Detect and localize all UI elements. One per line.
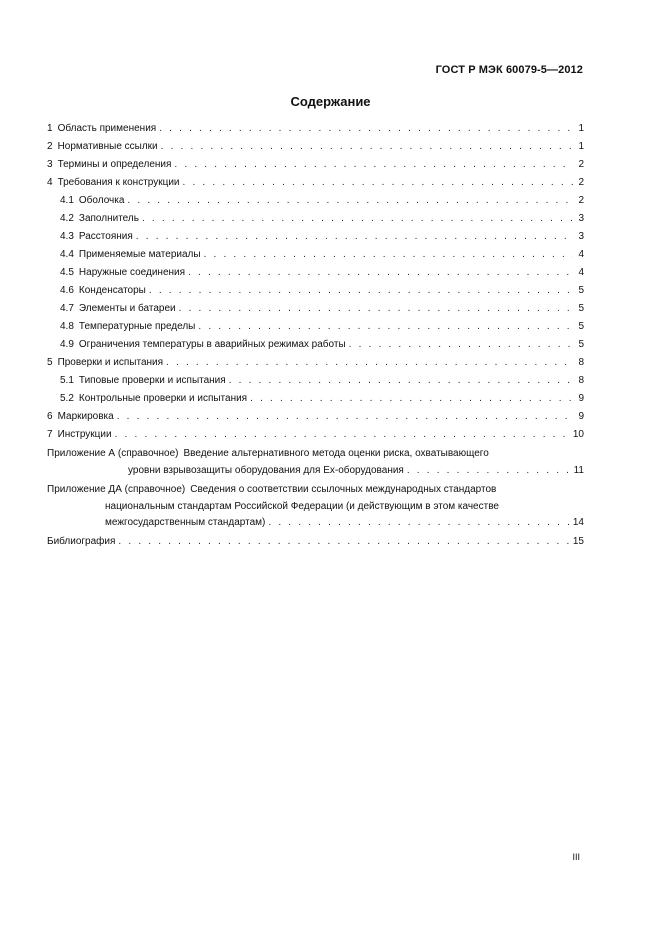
- toc-entry-bibliography[interactable]: [47, 533, 584, 551]
- toc-entry-page: 5: [578, 303, 584, 314]
- toc-entry-number: 7: [47, 429, 53, 440]
- toc-entry-page: 3: [578, 213, 584, 224]
- toc-entry-label: Термины и определения: [57, 159, 172, 170]
- toc-entry-label: Контрольные проверки и испытания: [78, 393, 248, 404]
- toc-entry-number: 4.8: [60, 321, 74, 332]
- leader-dots: [250, 390, 573, 408]
- leader-dots: [183, 174, 573, 192]
- toc-entry[interactable]: [47, 300, 584, 318]
- page-title: Содержание: [290, 94, 371, 109]
- toc-entry[interactable]: [47, 426, 584, 444]
- toc-entry-title: [47, 138, 158, 156]
- toc-entry-title: [47, 120, 156, 138]
- toc-entry-page: 4: [578, 267, 584, 278]
- toc-entry-label: Типовые проверки и испытания: [78, 375, 226, 386]
- toc-entry[interactable]: [47, 174, 584, 192]
- toc-entry-label: Ограничения температуры в аварийных режимах работы: [78, 339, 346, 350]
- leader-dots: [127, 192, 573, 210]
- toc-entry-number: 4.6: [60, 285, 74, 296]
- toc-entry-label: Температурные пределы: [78, 321, 196, 332]
- toc-entry-title: [60, 246, 201, 264]
- toc-entry-page: 1: [578, 123, 584, 134]
- leader-dots: [349, 336, 573, 354]
- leader-dots: [161, 138, 573, 156]
- toc-entry-title: [60, 318, 195, 336]
- toc-entry-number: 4.7: [60, 303, 74, 314]
- toc-entry[interactable]: [47, 282, 584, 300]
- toc-entry[interactable]: [47, 120, 584, 138]
- toc-entry[interactable]: [47, 318, 584, 336]
- leader-dots: [188, 264, 573, 282]
- leader-dots: [136, 228, 573, 246]
- toc-entry-label: Наружные соединения: [78, 267, 186, 278]
- toc-entry-title: [60, 282, 146, 300]
- leader-dots: [179, 300, 573, 318]
- toc-entry-label: Расстояния: [78, 231, 133, 242]
- toc-entry-number: 2: [47, 141, 53, 152]
- toc-entry-title: [60, 336, 346, 354]
- toc-entry-label: Инструкции: [57, 429, 112, 440]
- leader-dots: [174, 156, 573, 174]
- toc-entry-number: 4.5: [60, 267, 74, 278]
- toc-entry-label: Нормативные ссылки: [57, 141, 158, 152]
- toc-entry-number: 4.4: [60, 249, 74, 260]
- toc-entry-number: 3: [47, 159, 53, 170]
- toc-entry-number: 5: [47, 357, 53, 368]
- leader-dots: [159, 120, 573, 138]
- toc-entry-number: 6: [47, 411, 53, 422]
- toc-entry[interactable]: [47, 228, 584, 246]
- leader-dots: [118, 533, 569, 551]
- toc-entry-number: 5.2: [60, 393, 74, 404]
- toc-entry-page: 9: [578, 393, 584, 404]
- leader-dots: [115, 426, 570, 444]
- toc-entry[interactable]: [47, 336, 584, 354]
- appendix-title-line: Введение альтернативного метода оценки риска, охватывающего: [183, 448, 489, 459]
- leader-dots: [268, 515, 569, 531]
- toc-entry-title: [60, 264, 185, 282]
- toc-entry-number: 4: [47, 177, 53, 188]
- toc-entry-page: 11: [573, 465, 584, 476]
- toc-entry[interactable]: [47, 264, 584, 282]
- toc-entry-number: 4.2: [60, 213, 74, 224]
- toc-entry-title: [47, 174, 180, 192]
- toc-entry-number: 1: [47, 123, 53, 134]
- leader-dots: [204, 246, 573, 264]
- appendix-title-line: уровни взрывозащиты оборудования для Ex-оборудования: [128, 465, 404, 476]
- toc-entry-page: 15: [572, 536, 584, 547]
- toc-entry-page: 5: [578, 285, 584, 296]
- toc-entry-title: [60, 372, 226, 390]
- table-of-contents: [47, 120, 584, 551]
- toc-entry[interactable]: [47, 246, 584, 264]
- toc-entry-number: 5.1: [60, 375, 74, 386]
- toc-entry-appendix-da[interactable]: [47, 481, 584, 531]
- toc-entry[interactable]: [47, 210, 584, 228]
- appendix-prefix: Приложение ДА (справочное): [47, 484, 186, 495]
- toc-entry-label: Заполнитель: [78, 213, 139, 224]
- toc-entry-page: 10: [572, 429, 584, 440]
- toc-entry-appendix-a[interactable]: [47, 445, 584, 479]
- toc-entry-label: Применяемые материалы: [78, 249, 201, 260]
- leader-dots: [117, 408, 573, 426]
- toc-entry-label: Требования к конструкции: [57, 177, 180, 188]
- appendix-title-line: национальным стандартам Российской Федерации (и действующим в этом качестве: [105, 501, 499, 512]
- toc-entry-page: 4: [578, 249, 584, 260]
- toc-entry[interactable]: [47, 408, 584, 426]
- toc-entry-page: 5: [578, 321, 584, 332]
- page-number-roman: III: [572, 852, 580, 862]
- document-code: ГОСТ Р МЭК 60079-5—2012: [435, 64, 583, 76]
- toc-entry[interactable]: [47, 372, 584, 390]
- toc-entry-page: 3: [578, 231, 584, 242]
- toc-entry-page: 9: [578, 411, 584, 422]
- toc-entry-title: [60, 210, 139, 228]
- toc-entry[interactable]: [47, 192, 584, 210]
- toc-entry-page: 1: [578, 141, 584, 152]
- leader-dots: [149, 282, 573, 300]
- toc-entry-label: Конденсаторы: [78, 285, 146, 296]
- toc-entry-page: 14: [572, 517, 584, 528]
- toc-entry-number: 4.1: [60, 195, 74, 206]
- toc-entry-number: 4.3: [60, 231, 74, 242]
- leader-dots: [407, 463, 571, 479]
- toc-entry-page: 2: [578, 177, 584, 188]
- toc-entry-number: 4.9: [60, 339, 74, 350]
- appendix-title-line: Сведения о соответствии ссылочных международных стандартов: [190, 484, 497, 495]
- leader-dots: [229, 372, 573, 390]
- toc-entry-title: [60, 390, 247, 408]
- toc-entry[interactable]: [47, 390, 584, 408]
- toc-entry-label: Элементы и батареи: [78, 303, 176, 314]
- toc-entry-title: [60, 192, 124, 210]
- toc-entry-label: Оболочка: [78, 195, 125, 206]
- toc-entry[interactable]: [47, 354, 584, 372]
- toc-entry-title: [60, 300, 176, 318]
- toc-entry-page: 8: [578, 357, 584, 368]
- appendix-prefix: Приложение А (справочное): [47, 448, 179, 459]
- toc-entry-title: [47, 408, 114, 426]
- toc-entry-label: Проверки и испытания: [57, 357, 164, 368]
- toc-entry-page: 2: [578, 195, 584, 206]
- leader-dots: [198, 318, 573, 336]
- leader-dots: [166, 354, 573, 372]
- toc-entry-title: [47, 354, 163, 372]
- toc-entry[interactable]: [47, 156, 584, 174]
- toc-entry[interactable]: [47, 138, 584, 156]
- leader-dots: [142, 210, 573, 228]
- toc-entry-title: [60, 228, 133, 246]
- toc-entry-label: Маркировка: [57, 411, 114, 422]
- toc-entry-title: [47, 426, 112, 444]
- toc-entry-title: [47, 156, 171, 174]
- appendix-title-line: межгосударственным стандартам): [105, 517, 266, 528]
- toc-entry-label: Область применения: [57, 123, 157, 134]
- toc-entry-page: 2: [578, 159, 584, 170]
- toc-entry-page: 8: [578, 375, 584, 386]
- toc-entry-page: 5: [578, 339, 584, 350]
- toc-entry-label: Библиография: [47, 536, 116, 547]
